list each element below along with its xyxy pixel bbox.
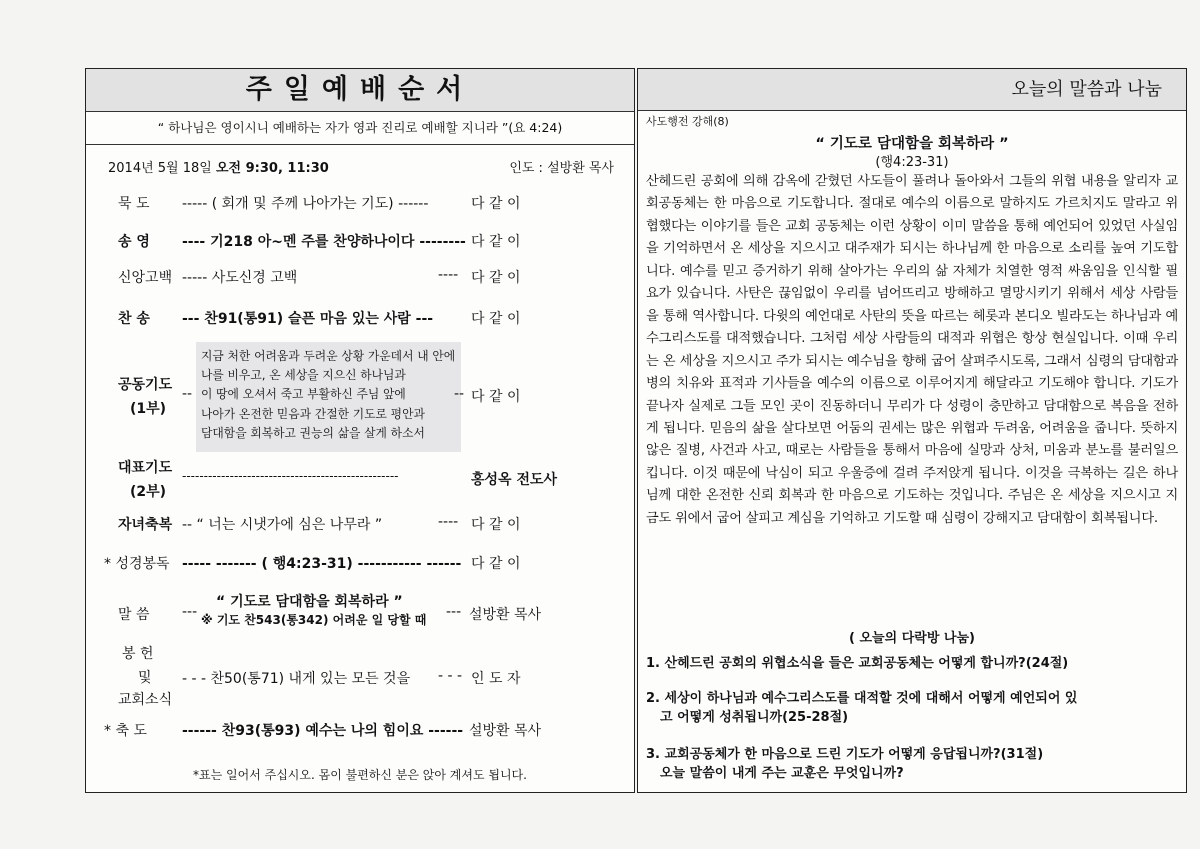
item-content: ----- ------- ( 행4:23-31) ----------- ------ — [182, 556, 462, 572]
item-content: ----- ( 회개 및 주께 나아가는 기도) ------ — [182, 196, 429, 212]
page-title: 주일예배순서 — [86, 69, 634, 112]
questions-title: ( 오늘의 다락방 나눔) — [849, 631, 975, 646]
item-dash: --- — [182, 604, 198, 620]
item-content: -------------------------------------------------- — [182, 469, 399, 483]
service-leader: 인도 : 설방환 목사 — [509, 161, 614, 176]
item-name: 말 씀 — [118, 607, 150, 623]
item-name-sub: 및 — [138, 670, 152, 686]
item-who: 다 같 이 — [471, 270, 521, 286]
item-dash: - - - — [438, 668, 463, 684]
item-content: ------ 찬93(통93) 예수는 나의 힘이요 ------ — [182, 723, 464, 739]
common-prayer-text — [201, 347, 463, 443]
sermon-hymn: ※ 기도 찬543(통342) 어려운 일 당할 때 — [201, 613, 427, 627]
item-who: 다 같 이 — [471, 196, 521, 212]
question-1: 1. 산헤드린 공회의 위협소식을 들은 교회공동체는 어떻게 합니까?(24절) — [646, 656, 1069, 671]
verse-banner: “ 하나님은 영이시니 예배하는 자가 영과 진리로 예배할 지니라 ”(요 4:24) — [86, 112, 634, 145]
item-dash: -- — [182, 386, 193, 402]
item-name-sub: (1부) — [130, 401, 167, 417]
prayer-line: 나아가 온전한 믿음과 간절한 기도로 평안과 — [201, 406, 425, 421]
item-name: * 축 도 — [104, 723, 147, 739]
question-3-line1: 3. 교회공동체가 한 마음으로 드린 기도가 어떻게 응답됩니까?(31절) — [646, 747, 1044, 762]
question-3 — [646, 745, 1180, 783]
sermon-title: “ 기도로 담대함을 회복하라 ” — [815, 136, 1009, 152]
item-name: 대표기도 — [118, 460, 173, 476]
date-line — [108, 157, 614, 176]
item-content: ----- 사도신경 고백 — [182, 270, 298, 286]
item-who: 홍성옥 전도사 — [471, 472, 558, 488]
item-name: 송 영 — [118, 234, 150, 250]
item-name: 공동기도 — [118, 377, 173, 393]
item-who: 다 같 이 — [471, 234, 521, 250]
scripture-ref: (행4:23-31) — [875, 155, 949, 170]
item-who: 설방환 목사 — [469, 607, 542, 623]
question-3-line2: 오늘 말씀이 내게 주는 교훈은 무엇입니까? — [660, 766, 904, 781]
sermon-header: 오늘의 말씀과 나눔 — [638, 69, 1186, 111]
service-time: 오전 9:30, 11:30 — [215, 161, 329, 176]
sermon-body: 산헤드린 공회에 의해 감옥에 갇혔던 사도들이 풀려나 돌아와서 그들의 위협 내용을 알리자 교회공동체는 한 마음으로 기도합니다. 절대로 예수의 이름으로 말하지도 가르치지도 말라고 위협했다는 이야기를 들은 교회 공동체는 이런 상황이 이미 말씀을 통해 예언되어 있었던 사실임을 기억하면서 온 세상을 지으시고 대주재가 되시는 하나님께 한 마음으로 소리를 높여 기도합니다. 예수를 믿고 증거하기 위해 살아가는 우리의 삶 자체가 치열한 영적 싸움임을 인식할 필요가 있습니다. 사탄은 끊임없이 우리를 넘어뜨리고 방해하고 멸망시키기 위해서 세상 사람들을 통해 역사합니다. 다윗의 예언대로 사탄의 뜻을 따르는 헤롯과 본디오 빌라도는 하나님과 예수그리스도를 대적했습니다. 그처럼 세상 사람들의 대적과 위협은 항상 현실입니다. 이때 우리는 온 세상을 지으시고 주가 되시는 예수님을 향해 굽어 살펴주시도록, 그래서 심령의 담대함과 병의 치유와 표적과 기사들을 예수의 이름으로 이루어지게 해달라고 기도해야 합니다. 기도가 끝나자 실제로 그들 모인 곳이 진동하더니 무리가 다 성령이 충만하고 담대함으로 복음을 전하게 됩니다. 믿음의 삶을 살다보면 어둠의 권세는 많은 위협과 두려움, 어려움을 줍니다. 뜻하지 않은 질병, 사건과 사고, 때로는 사람들을 통해서 마음에 실망과 상처, 미움과 분노를 불러일으킵니다. 이것 때문에 낙심이 되고 우울증에 걸려 주저앉게 됩니다. 이것을 극복하는 길은 하나님께 대한 온전한 신뢰 회복과 한 마음으로 기도하는 것입니다. 주님은 온 세상을 지으시고 지금도 위에서 굽어 살피고 계심을 기억하고 기도할 때 심령이 강해지고 담대함이 회복됩니다. — [646, 174, 1178, 526]
item-name: 자녀축복 — [118, 517, 173, 533]
prayer-line: 지금 처한 어려움과 두려운 상황 가운데서 내 안에 — [201, 349, 456, 363]
item-name-sub: (2부) — [130, 484, 167, 500]
item-name: 묵 도 — [118, 196, 150, 212]
item-content: --- 찬91(통91) 슬픈 마음 있는 사람 --- — [182, 311, 434, 327]
item-content: - - - 찬50(통71) 내게 있는 모든 것을 — [182, 671, 411, 687]
series-label: 사도행전 강해(8) — [646, 115, 729, 128]
item-who: 다 같 이 — [471, 311, 521, 327]
item-name: * 성경봉독 — [104, 556, 170, 572]
item-dash: --- — [446, 604, 462, 620]
question-2 — [646, 689, 1180, 727]
item-name-sub: 교회소식 — [118, 692, 173, 708]
item-dash: -- — [454, 386, 465, 402]
worship-order-panel — [85, 68, 635, 793]
item-content: ---- 기218 아~멘 주를 찬양하나이다 -------- — [182, 234, 466, 250]
prayer-line: 나를 비우고, 온 세상을 지으신 하나님과 — [201, 368, 406, 383]
question-2-line2: 고 어떻게 성취됩니까(25-28절) — [660, 710, 849, 725]
item-who: 다 같 이 — [471, 517, 521, 533]
item-name: 봉 헌 — [122, 646, 154, 662]
prayer-line: 이 땅에 오셔서 죽고 부활하신 주님 앞에 — [201, 387, 406, 402]
prayer-line: 담대함을 회복하고 권능의 삶을 살게 하소서 — [201, 425, 425, 440]
sermon-title: “ 기도로 담대함을 회복하라 ” — [216, 594, 403, 610]
item-who: 인 도 자 — [471, 671, 521, 687]
item-content: -- “ 너는 시냇가에 심은 나무라 ” — [182, 517, 383, 533]
sermon-panel — [637, 68, 1187, 793]
question-2-line1: 2. 세상이 하나님과 예수그리스도를 대적할 것에 대해서 어떻게 예언되어 있 — [646, 691, 1078, 706]
item-dash: ---- — [438, 267, 459, 283]
footnote: *표는 일어서 주십시오. 몸이 불편하신 분은 앉아 계셔도 됩니다. — [193, 768, 527, 782]
item-dash: ---- — [438, 514, 459, 530]
item-name: 신앙고백 — [118, 270, 173, 286]
service-date: 2014년 5월 18일 — [108, 161, 212, 176]
item-who: 다 같 이 — [471, 389, 521, 405]
item-name: 찬 송 — [118, 311, 150, 327]
item-who: 설방환 목사 — [469, 723, 542, 739]
item-who: 다 같 이 — [471, 556, 521, 572]
